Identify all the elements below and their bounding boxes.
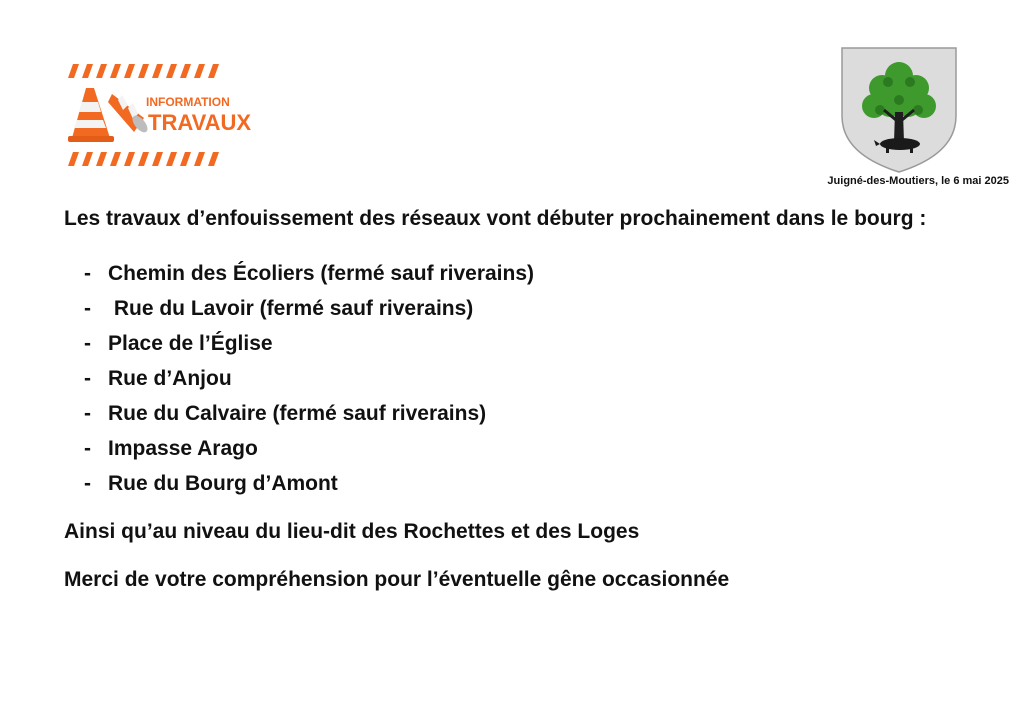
street-name: Rue du Bourg d’Amont [108, 472, 338, 495]
list-dash: - [84, 297, 91, 320]
information-travaux-logo [64, 62, 252, 170]
street-name: Impasse Arago [108, 437, 258, 460]
list-item [84, 396, 1014, 431]
notice-body [64, 204, 1014, 595]
lieu-dit-paragraph: Ainsi qu’au niveau du lieu-dit des Rochettes et des Loges [64, 520, 640, 543]
hazard-stripes-bottom [68, 152, 219, 166]
hazard-stripes-top [68, 64, 219, 78]
list-dash: - [84, 367, 91, 390]
street-name: Chemin des Écoliers (fermé sauf riverains) [108, 262, 534, 285]
traffic-cone-icon [64, 62, 252, 170]
street-list [64, 256, 1014, 501]
date-location: Juigné-des-Moutiers, le 6 mai 2025 [827, 175, 1009, 187]
list-item [84, 361, 1014, 396]
list-item [84, 466, 1014, 501]
list-dash: - [84, 472, 91, 495]
list-item [84, 326, 1014, 361]
list-item [84, 431, 1014, 466]
street-name: Place de l’Église [108, 332, 273, 355]
street-name: Rue d’Anjou [108, 367, 232, 390]
list-dash: - [84, 402, 91, 425]
coat-of-arms [840, 46, 958, 174]
intro-text: Les travaux d’enfouissement des réseaux vont débuter prochainement dans le bourg : [64, 207, 927, 230]
thanks-paragraph: Merci de votre compréhension pour l’éventuelle gêne occasionnée [64, 568, 730, 591]
street-name: Rue du Calvaire (fermé sauf riverains) [108, 402, 487, 425]
list-item [84, 256, 1014, 291]
list-dash: - [84, 262, 91, 285]
logo-text-travaux: TRAVAUX [148, 110, 252, 135]
logo-text-information: INFORMATION [146, 95, 230, 109]
tree-shield-icon [840, 46, 958, 174]
list-dash: - [84, 437, 91, 460]
street-name: Rue du Lavoir (fermé sauf riverains) [108, 297, 474, 320]
list-item [84, 291, 1014, 326]
list-dash: - [84, 332, 91, 355]
